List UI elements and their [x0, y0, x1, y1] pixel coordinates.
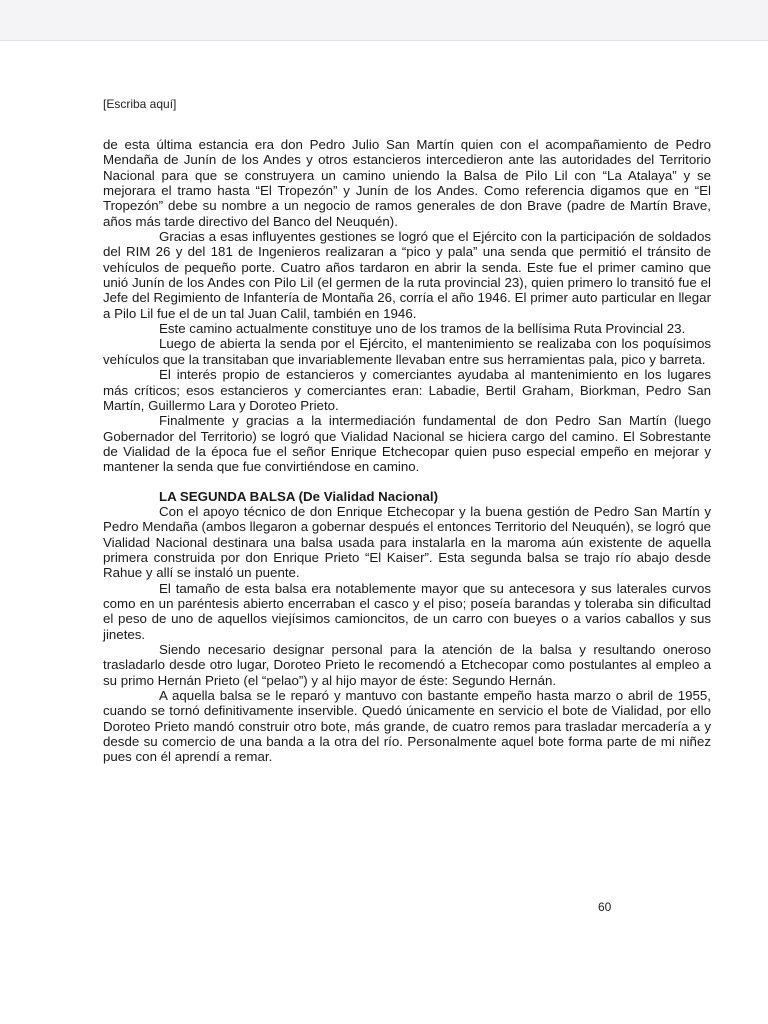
paragraph: El interés propio de estancieros y comerciantes ayudaba al mantenimiento en los lugares más críticos; esos estancieros y comerciantes eran: Labadie, Bertil Graham, Biorkman, Pedro San Martín, Guillermo Lara y Doroteo Prieto.: [103, 367, 711, 413]
paragraph: Siendo necesario designar personal para la atención de la balsa y resultando oneroso trasladarlo desde otro lugar, Doroteo Prieto le recomendó a Etchecopar como postulantes al empleo a su primo Hernán Prieto (el “pelao”) y al hijo mayor de éste: Segundo Hernán.: [103, 642, 711, 688]
header-placeholder: [Escriba aquí]: [103, 97, 177, 111]
paragraph: A aquella balsa se le reparó y mantuvo con bastante empeño hasta marzo o abril de 1955, cuando se tornó definitivamente inservible. Quedó únicamente en servicio el bote de Vialidad, por ello Doroteo Prieto mandó construir otro bote, más grande, de cuatro remos para trasladar mercadería a y desde su comercio de una banda a la otra del río. Personalmente aquel bote forma parte de mi niñez pues con él aprendí a remar.: [103, 688, 711, 765]
section-heading: LA SEGUNDA BALSA (De Vialidad Nacional): [159, 488, 439, 504]
paragraph: Gracias a esas influyentes gestiones se logró que el Ejército con la participación de soldados del RIM 26 y del 181 de Ingenieros realizaran a “pico y pala” una senda que permitió el tránsito de vehículos de pequeño porte. Cuatro años tardaron en abrir la senda. Este fue el primer camino que unió Junín de los Andes con Pilo Lil (el germen de la ruta provincial 23), quien primero lo transitó fue el Jefe del Regimiento de Infantería de Montaña 26, corría el año 1946. El primer auto particular en llegar a Pilo Lil fue el de un tal Juan Calil, también en 1946.: [103, 229, 711, 321]
paragraph: Con el apoyo técnico de don Enrique Etchecopar y la buena gestión de Pedro San Martín y Pedro Mendaña (ambos llegaron a gobernar después el entonces Territorio del Neuquén), se logró que Vialidad Nacional destinara una balsa usada para instalarla en la maroma aún existente de aquella primera construida por don Enrique Prieto “El Kaiser”. Esta segunda balsa se trajo río abajo desde Rahue y allí se instaló un puente.: [103, 503, 711, 581]
document-body: [103, 137, 711, 765]
page-number: 60: [598, 900, 612, 914]
top-band: [0, 0, 768, 41]
paragraph-continuation: de esta última estancia era don Pedro Julio San Martín quien con el acompañamiento de Pedro Mendaña de Junín de los Andes y otros estancieros intercedieron ante las autoridades del Territorio Nacional para que se construyera un camino uniendo la Balsa de Pilo Lil con “La Atalaya” y se mejorara el tramo hasta “El Tropezón” y Junín de los Andes. Como referencia digamos que en “El Tropezón” debe su nombre a un negocio de ramos generales de don Brave (padre de Martín Brave, años más tarde directivo del Banco del Neuquén).: [103, 137, 711, 229]
paragraph: El tamaño de esta balsa era notablemente mayor que su antecesora y sus laterales curvos como en un paréntesis abierto encerraban el casco y el piso; poseía barandas y toleraba sin dificultad el peso de uno de aquellos viejísimos camioncitos, de un carro con bueyes o a varios caballos y sus jinetes.: [103, 580, 711, 642]
paragraph: Este camino actualmente constituye uno de los tramos de la bellísima Ruta Provincial 23.: [159, 321, 686, 337]
paragraph: Luego de abierta la senda por el Ejército, el mantenimiento se realizaba con los poquísimos vehículos que la transitaban que invariablemente llevaban entre sus herramientas pala, pico y barreta.: [103, 336, 711, 367]
paragraph: Finalmente y gracias a la intermediación fundamental de don Pedro San Martín (luego Gobernador del Territorio) se logró que Vialidad Nacional se hiciera cargo del camino. El Sobrestante de Vialidad de la época fue el señor Enrique Etchecopar quien puso especial empeño en mejorar y mantener la senda que fue convirtiéndose en camino.: [103, 413, 711, 475]
